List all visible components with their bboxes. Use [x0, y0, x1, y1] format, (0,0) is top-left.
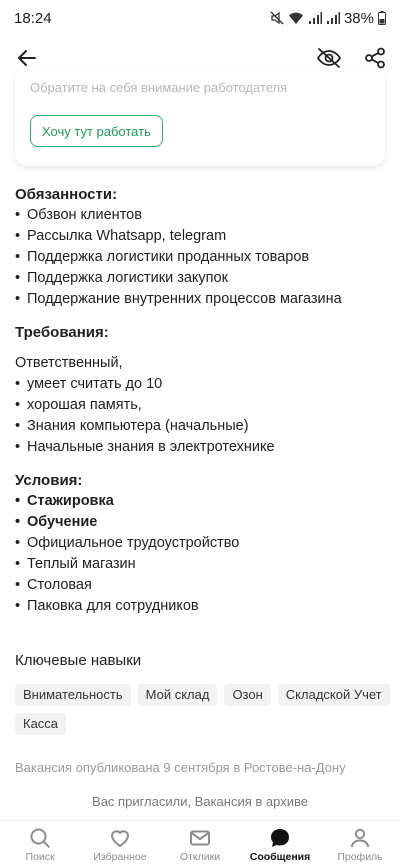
vacancy-description: [15, 184, 385, 629]
list-item: • Стажировка: [15, 491, 385, 512]
signal-icon-2: [326, 11, 340, 25]
nav-favorites-label: Избранное: [93, 851, 147, 863]
list-item: • Рассылка Whatsapp, telegram: [15, 226, 385, 247]
share-icon: [364, 47, 386, 69]
list-item: • Обзвон клиентов: [15, 205, 385, 226]
arrow-left-icon: [17, 48, 37, 68]
eye-off-icon: [316, 47, 342, 69]
skill-chip: Озон: [224, 684, 270, 706]
hide-vacancy-button[interactable]: [314, 43, 344, 73]
nav-favorites[interactable]: [80, 821, 160, 867]
skill-chip: Мой склад: [138, 684, 218, 706]
skill-chip: Касса: [15, 713, 66, 735]
list-item: • умеет считать до 10: [15, 374, 385, 395]
battery-icon: [378, 11, 386, 25]
requirements-list: [15, 374, 385, 458]
list-item: • хорошая память,: [15, 395, 385, 416]
signal-icon: [308, 11, 322, 25]
nav-messages-label: Сообщения: [249, 851, 311, 863]
want-to-work-button[interactable]: Хочу тут работать: [30, 115, 163, 147]
list-item: • Столовая: [15, 575, 385, 596]
search-icon: [29, 827, 51, 849]
list-item: • Поддержка логистики проданных товаров: [15, 247, 385, 268]
bottom-nav: [0, 820, 400, 867]
skills-title: Ключевые навыки: [15, 652, 142, 669]
list-item: • Обучение: [15, 512, 385, 533]
card-hint: Обратите на себя внимание работодателя: [30, 80, 288, 95]
nav-profile[interactable]: [320, 821, 400, 867]
list-item: • Теплый магазин: [15, 554, 385, 575]
list-item: • Паковка для сотрудников: [15, 596, 385, 617]
list-item: • Знания компьютера (начальные): [15, 416, 385, 437]
conditions-title: Условия:: [15, 472, 83, 489]
status-icons: [270, 10, 386, 27]
skill-chip: Складской Учет: [278, 684, 390, 706]
status-time: 18:24: [14, 9, 52, 27]
chat-bubble-icon: [269, 827, 291, 849]
list-item: • Поддержка логистики закупок: [15, 268, 385, 289]
requirements-title: Требования:: [15, 324, 109, 341]
duties-title: Обязанности:: [15, 186, 118, 203]
mute-icon: [270, 11, 284, 25]
apply-card: [15, 72, 385, 166]
duties-section: [15, 184, 385, 310]
battery-percent: 38%: [343, 9, 374, 27]
envelope-icon: [189, 827, 211, 849]
conditions-section: [15, 470, 385, 617]
heart-icon: [109, 827, 131, 849]
nav-responses[interactable]: [160, 821, 240, 867]
list-item: • Начальные знания в электротехнике: [15, 437, 385, 458]
list-item: • Официальное трудоустройство: [15, 533, 385, 554]
requirements-section: [15, 322, 385, 458]
requirements-lead: Ответственный,: [15, 355, 123, 371]
nav-profile-label: Профиль: [337, 851, 383, 863]
nav-search[interactable]: [0, 821, 80, 867]
published-info: Вакансия опубликована 9 сентября в Ростове-на-Дону: [15, 760, 346, 775]
nav-responses-label: Отклики: [179, 851, 221, 863]
wifi-icon: [288, 11, 304, 25]
nav-search-label: Поиск: [25, 851, 55, 863]
invited-status: Вас пригласили, Вакансия в архиве: [92, 794, 308, 809]
person-icon: [349, 827, 371, 849]
skills-chips: [15, 684, 390, 735]
conditions-list: [15, 491, 385, 617]
duties-list: [15, 205, 385, 310]
skill-chip: Внимательность: [15, 684, 131, 706]
nav-messages[interactable]: [240, 821, 320, 867]
back-button[interactable]: [12, 43, 42, 73]
list-item: • Поддержание внутренних процессов магазина: [15, 289, 385, 310]
status-bar: [0, 0, 400, 36]
share-button[interactable]: [360, 43, 390, 73]
